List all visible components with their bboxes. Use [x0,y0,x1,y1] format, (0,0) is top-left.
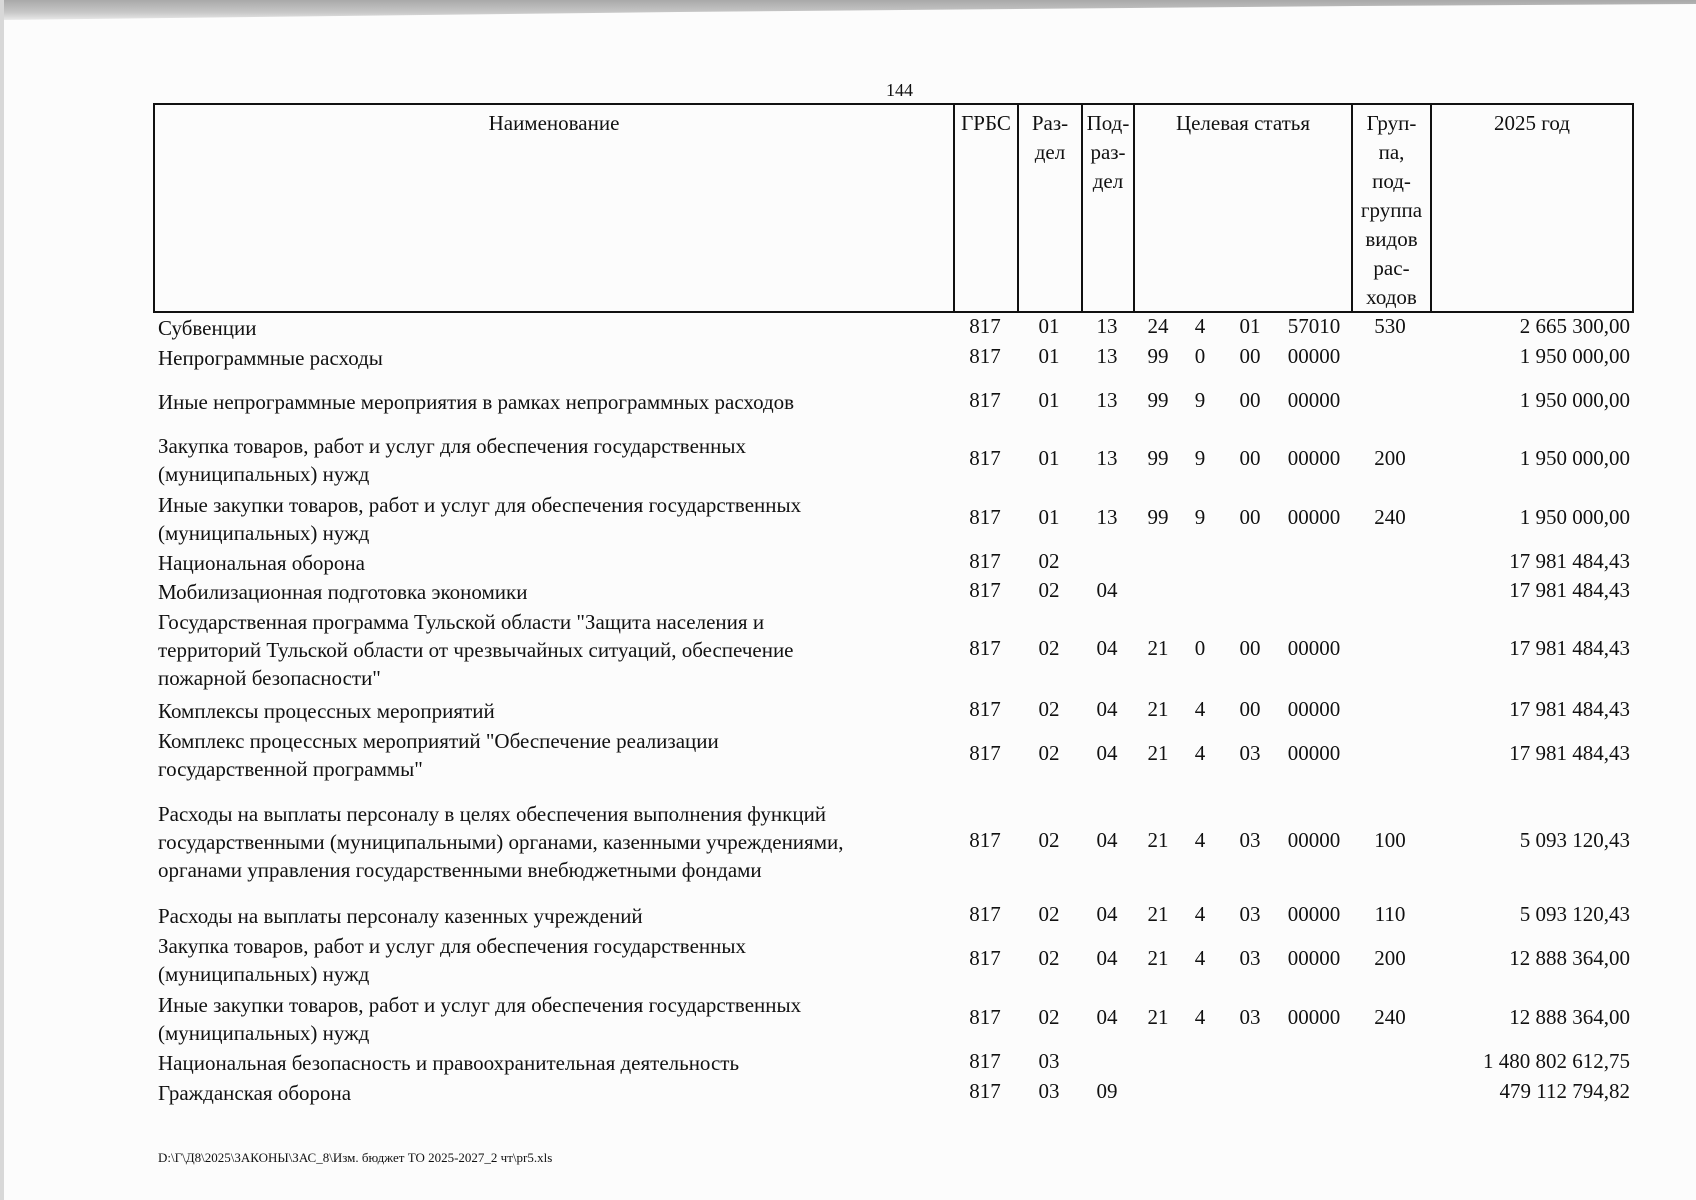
cell-grbs: 817 [969,388,1001,412]
header-year-text: 2025 год [1494,111,1570,135]
cell-grbs: 817 [969,1079,1001,1103]
cell-target-type: 4 [1194,697,1206,721]
cell-razdel: 01 [1038,505,1060,529]
cell-target-program: 99 [1147,446,1169,470]
cell-amount: 1 950 000,00 [1519,505,1630,529]
header-razdel-line: дел [1034,140,1066,164]
cell-razdel: 02 [1038,578,1060,602]
cell-amount: 17 981 484,43 [1509,636,1630,660]
cell-podrazdel: 09 [1096,1079,1118,1103]
cell-grbs: 817 [969,828,1001,852]
cell-podrazdel: 04 [1096,578,1118,602]
cell-target-program: 21 [1147,828,1169,852]
cell-target-direction: 00000 [1287,828,1341,852]
row-name-line: Иные закупки товаров, работ и услуг для обеспечения государственных [158,993,802,1017]
cell-razdel: 03 [1038,1079,1060,1103]
cell-amount: 17 981 484,43 [1509,741,1630,765]
cell-amount: 5 093 120,43 [1519,828,1630,852]
cell-razdel: 01 [1038,388,1060,412]
cell-grbs: 817 [969,314,1001,338]
cell-podrazdel: 13 [1096,446,1118,470]
cell-podrazdel: 04 [1096,902,1118,926]
cell-razdel: 02 [1038,697,1060,721]
cell-target-structure: 03 [1239,741,1261,765]
row-name-line: (муниципальных) нужд [158,521,370,545]
row-name [158,902,948,930]
cell-target-type: 4 [1194,1005,1206,1029]
row-name-line: пожарной безопасности" [158,666,381,690]
cell-target-type: 0 [1194,636,1206,660]
cell-razdel: 03 [1038,1049,1060,1073]
cell-group: 200 [1374,946,1406,970]
scan-left-edge [0,0,4,1200]
cell-grbs: 817 [969,1005,1001,1029]
cell-target-program: 99 [1147,505,1169,529]
row-name [158,800,948,884]
cell-target-direction: 00000 [1287,946,1341,970]
cell-target-direction: 00000 [1287,741,1341,765]
cell-target-structure: 03 [1239,1005,1261,1029]
cell-target-type: 4 [1194,314,1206,338]
row-name [158,491,948,547]
cell-group: 100 [1374,828,1406,852]
cell-target-structure: 00 [1239,636,1261,660]
cell-amount: 1 480 802 612,75 [1483,1049,1630,1073]
row-name [158,432,948,488]
cell-amount: 1 950 000,00 [1519,446,1630,470]
header-group-line: па, [1378,140,1405,164]
cell-target-program: 21 [1147,946,1169,970]
row-name-line: Закупка товаров, работ и услуг для обеспечения государственных [158,434,747,458]
header-grbs-text: ГРБС [961,111,1011,135]
cell-target-program: 21 [1147,741,1169,765]
row-name-line: (муниципальных) нужд [158,462,370,486]
cell-razdel: 02 [1038,946,1060,970]
cell-grbs: 817 [969,578,1001,602]
row-name [158,697,948,725]
cell-razdel: 02 [1038,902,1060,926]
row-name [158,314,948,342]
cell-target-direction: 00000 [1287,505,1341,529]
header-group-line: видов [1365,227,1418,251]
cell-group: 200 [1374,446,1406,470]
cell-target-type: 4 [1194,741,1206,765]
row-name [158,344,948,372]
row-name-line: государственными (муниципальными) органами, казенными учреждениями, [158,830,844,854]
cell-target-structure: 00 [1239,505,1261,529]
header-razdel-line: Раз- [1031,111,1069,135]
cell-podrazdel: 04 [1096,1005,1118,1029]
cell-target-type: 0 [1194,344,1206,368]
header-podrazdel-line: дел [1092,169,1124,193]
row-name-line: государственной программы" [158,757,423,781]
header-target [1135,105,1353,311]
row-name-line: территорий Тульской области от чрезвычайных ситуаций, обеспечение [158,638,794,662]
row-name-line: Гражданская оборона [158,1081,352,1105]
cell-target-program: 21 [1147,1005,1169,1029]
row-name [158,1079,948,1107]
row-name-line: Субвенции [158,316,257,340]
row-name-line: Мобилизационная подготовка экономики [158,580,528,604]
cell-target-program: 21 [1147,636,1169,660]
header-group [1353,105,1432,311]
cell-grbs: 817 [969,697,1001,721]
header-razdel [1019,105,1083,311]
cell-grbs: 817 [969,344,1001,368]
cell-target-structure: 00 [1239,446,1261,470]
cell-podrazdel: 04 [1096,946,1118,970]
row-name-line: органами управления государственными внебюджетными фондами [158,858,762,882]
row-name-line: Государственная программа Тульской области "Защита населения и [158,610,765,634]
row-name-line: Национальная оборона [158,551,365,575]
cell-target-direction: 00000 [1287,446,1341,470]
page-number: 144 [886,80,913,100]
cell-target-structure: 00 [1239,697,1261,721]
header-group-line: ходов [1366,285,1417,309]
cell-target-direction: 00000 [1287,697,1341,721]
cell-podrazdel: 13 [1096,505,1118,529]
cell-target-type: 9 [1194,505,1206,529]
cell-target-direction: 00000 [1287,636,1341,660]
row-name-line: Комплексы процессных мероприятий [158,699,495,723]
header-year [1432,105,1632,311]
row-name [158,608,948,692]
row-name-line: Иные закупки товаров, работ и услуг для обеспечения государственных [158,493,802,517]
row-name [158,727,948,783]
cell-target-type: 9 [1194,388,1206,412]
cell-podrazdel: 13 [1096,344,1118,368]
cell-target-structure: 00 [1239,388,1261,412]
cell-grbs: 817 [969,741,1001,765]
header-name-text: Наименование [488,111,620,135]
cell-razdel: 02 [1038,828,1060,852]
cell-target-structure: 03 [1239,828,1261,852]
cell-target-program: 99 [1147,344,1169,368]
header-podrazdel-line: раз- [1090,140,1126,164]
cell-target-type: 9 [1194,446,1206,470]
cell-grbs: 817 [969,549,1001,573]
row-name-line: (муниципальных) нужд [158,962,370,986]
cell-target-structure: 00 [1239,344,1261,368]
cell-target-direction: 00000 [1287,344,1341,368]
header-target-text: Целевая статья [1175,111,1311,135]
row-name-line: Комплекс процессных мероприятий "Обеспечение реализации [158,729,719,753]
cell-razdel: 01 [1038,344,1060,368]
row-name [158,1049,948,1077]
row-name [158,549,948,577]
header-group-line: группа [1360,198,1423,222]
header-group-line: под- [1372,169,1411,193]
cell-amount: 12 888 364,00 [1509,946,1630,970]
header-podrazdel-line: Под- [1086,111,1130,135]
cell-amount: 479 112 794,82 [1499,1079,1630,1103]
table-header [153,103,1634,313]
cell-amount: 17 981 484,43 [1509,697,1630,721]
row-name [158,388,948,416]
cell-grbs: 817 [969,1049,1001,1073]
cell-target-program: 24 [1147,314,1169,338]
scan-edge-shadow [0,0,1696,20]
cell-target-direction: 57010 [1287,314,1341,338]
cell-grbs: 817 [969,636,1001,660]
header-podrazdel [1083,105,1135,311]
row-name [158,932,948,988]
cell-target-program: 99 [1147,388,1169,412]
row-name-line: Иные непрограммные мероприятия в рамках непрограммных расходов [158,390,795,414]
cell-target-program: 21 [1147,697,1169,721]
cell-target-direction: 00000 [1287,388,1341,412]
header-group-line: Груп- [1366,111,1417,135]
cell-podrazdel: 04 [1096,741,1118,765]
cell-group: 240 [1374,505,1406,529]
cell-grbs: 817 [969,505,1001,529]
cell-grbs: 817 [969,902,1001,926]
cell-target-type: 4 [1194,902,1206,926]
cell-amount: 12 888 364,00 [1509,1005,1630,1029]
file-path-footer: D:\Г\Д8\2025\ЗАКОНЫ\ЗАС_8\Изм. бюджет ТО 2025-2027_2 чт\pr5.xls [158,1150,553,1165]
row-name-line: Расходы на выплаты персоналу в целях обеспечения выполнения функций [158,802,827,826]
cell-group: 240 [1374,1005,1406,1029]
row-name-line: Расходы на выплаты персоналу казенных учреждений [158,904,643,928]
row-name-line: (муниципальных) нужд [158,1021,370,1045]
cell-amount: 17 981 484,43 [1509,578,1630,602]
cell-razdel: 02 [1038,636,1060,660]
cell-razdel: 02 [1038,741,1060,765]
cell-razdel: 02 [1038,1005,1060,1029]
cell-amount: 17 981 484,43 [1509,549,1630,573]
cell-group: 530 [1374,314,1406,338]
cell-amount: 5 093 120,43 [1519,902,1630,926]
cell-target-structure: 03 [1239,902,1261,926]
cell-amount: 1 950 000,00 [1519,388,1630,412]
row-name-line: Национальная безопасность и правоохранительная деятельность [158,1051,740,1075]
cell-group: 110 [1374,902,1406,926]
header-group-line: рас- [1373,256,1410,280]
cell-razdel: 02 [1038,549,1060,573]
row-name [158,991,948,1047]
cell-target-direction: 00000 [1287,1005,1341,1029]
cell-target-program: 21 [1147,902,1169,926]
header-name [155,105,955,311]
cell-podrazdel: 13 [1096,388,1118,412]
row-name-line: Непрограммные расходы [158,346,383,370]
cell-amount: 2 665 300,00 [1519,314,1630,338]
cell-podrazdel: 04 [1096,636,1118,660]
cell-podrazdel: 04 [1096,697,1118,721]
cell-podrazdel: 13 [1096,314,1118,338]
cell-target-structure: 01 [1239,314,1261,338]
header-grbs [955,105,1019,311]
cell-target-type: 4 [1194,828,1206,852]
cell-target-structure: 03 [1239,946,1261,970]
cell-target-type: 4 [1194,946,1206,970]
cell-target-direction: 00000 [1287,902,1341,926]
cell-razdel: 01 [1038,314,1060,338]
cell-grbs: 817 [969,446,1001,470]
row-name-line: Закупка товаров, работ и услуг для обеспечения государственных [158,934,747,958]
cell-grbs: 817 [969,946,1001,970]
cell-podrazdel: 04 [1096,828,1118,852]
row-name [158,578,948,606]
cell-amount: 1 950 000,00 [1519,344,1630,368]
cell-razdel: 01 [1038,446,1060,470]
